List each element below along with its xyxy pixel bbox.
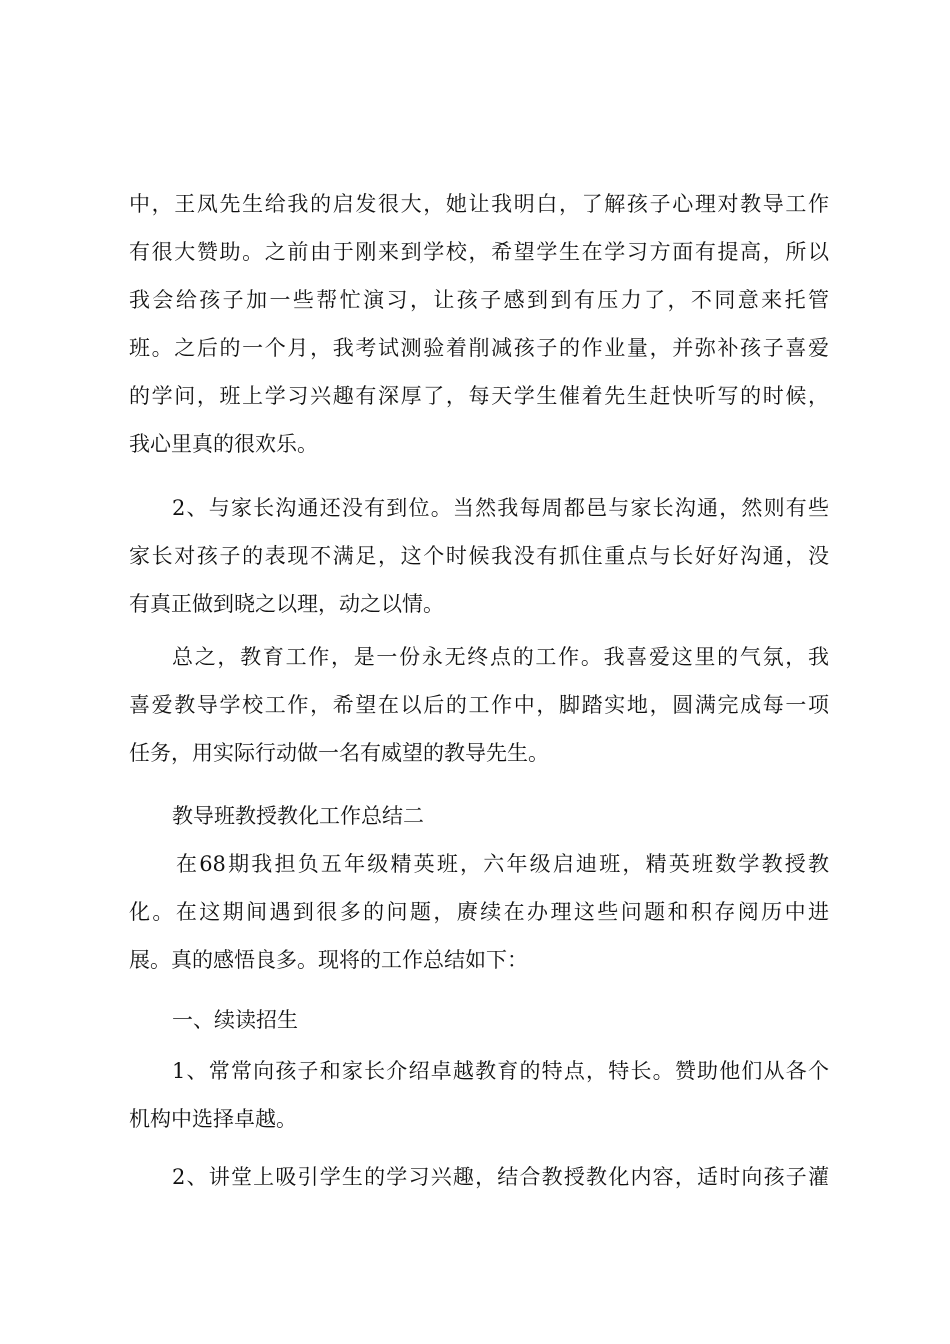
paragraph-line: 1、常常向孩子和家长介绍卓越教育的特点，特长。赞助他们从各个: [172, 1059, 829, 1083]
paragraph-line: 总之，教育工作，是一份永无终点的工作。我喜爱这里的气氛，我: [172, 645, 829, 669]
paragraph-line: 2、讲堂上吸引学生的学习兴趣，结合教授教化内容，适时向孩子灌: [172, 1165, 829, 1189]
paragraph-line: 展。真的感悟良多。现将的工作总结如下：: [129, 948, 528, 972]
paragraph-line: 机构中选择卓越。: [129, 1107, 297, 1131]
section-heading: 教导班教授教化工作总结二: [172, 804, 424, 828]
paragraph-line: 任务，用实际行动做一名有威望的教导先生。: [129, 741, 549, 765]
paragraph-line: 化。在这期间遇到很多的问题，赓续在办理这些问题和积存阅历中进: [129, 900, 829, 924]
paragraph-line: 在68期我担负五年级精英班，六年级启迪班，精英班数学教授教: [176, 852, 829, 876]
paragraph-line: 我心里真的很欢乐。: [129, 432, 318, 456]
paragraph-line: 喜爱教导学校工作，希望在以后的工作中，脚踏实地，圆满完成每一项: [129, 693, 829, 717]
paragraph-line: 的学问，班上学习兴趣有深厚了，每天学生催着先生赶快听写的时候，: [129, 384, 829, 408]
subsection-heading: 一、续读招生: [172, 1008, 298, 1032]
paragraph-line: 家长对孩子的表现不满足，这个时候我没有抓住重点与长好好沟通，没: [129, 544, 829, 568]
paragraph-line: 我会给孩子加一些帮忙演习，让孩子感到到有压力了，不同意来托管: [129, 288, 829, 312]
paragraph-line: 班。之后的一个月，我考试测验着削减孩子的作业量，并弥补孩子喜爱: [129, 336, 829, 360]
paragraph-line: 中，王凤先生给我的启发很大，她让我明白，了解孩子心理对教导工作: [129, 192, 829, 216]
paragraph-line: 有真正做到晓之以理，动之以情。: [129, 592, 444, 616]
paragraph-line: 有很大赞助。之前由于刚来到学校，希望学生在学习方面有提高，所以: [129, 240, 829, 264]
paragraph-line: 2、与家长沟通还没有到位。当然我每周都邑与家长沟通，然则有些: [172, 496, 829, 520]
